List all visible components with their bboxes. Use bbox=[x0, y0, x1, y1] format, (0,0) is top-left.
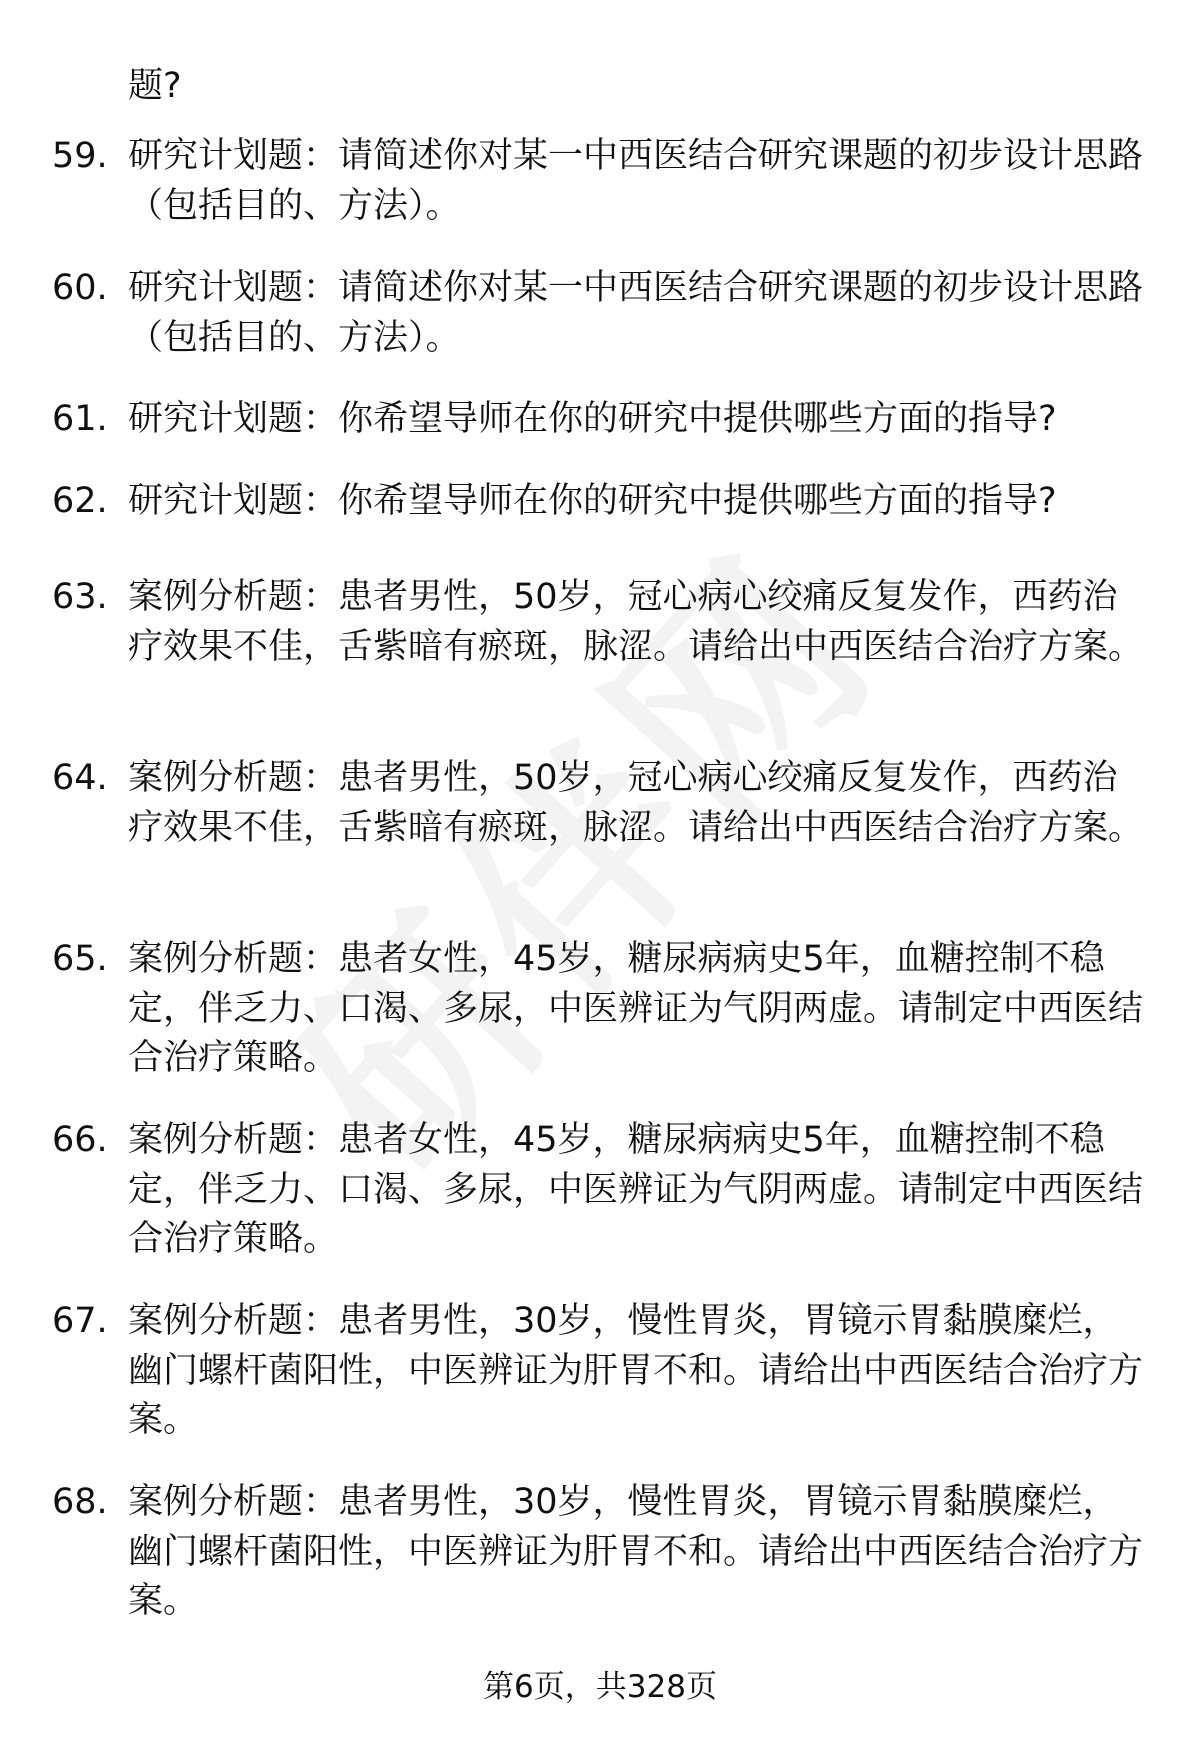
question-text: 研究计划题：请简述你对某一中西医结合研究课题的初步设计思路（包括目的、方法）。 bbox=[128, 268, 1144, 358]
question-item bbox=[0, 477, 1200, 527]
question-text: 研究计划题：你希望导师在你的研究中提供哪些方面的指导? bbox=[128, 399, 1057, 439]
page-footer: 第6页，共328页 bbox=[483, 1669, 717, 1705]
question-text: 研究计划题：你希望导师在你的研究中提供哪些方面的指导? bbox=[128, 481, 1057, 521]
question-number: 65. bbox=[52, 939, 108, 979]
question-item bbox=[0, 935, 1200, 1084]
question-text: 案例分析题：患者女性，45岁，糖尿病病史5年，血糖控制不稳定，伴乏力、口渴、多尿，中医辨证为气阴两虚。请制定中西医结合治疗策略。 bbox=[128, 939, 1144, 1078]
question-text: 案例分析题：患者男性，30岁，慢性胃炎，胃镜示胃黏膜糜烂，幽门螺杆菌阳性，中医辨证为肝胃不和。请给出中西医结合治疗方案。 bbox=[128, 1482, 1144, 1621]
question-text: 研究计划题：请简述你对某一中西医结合研究课题的初步设计思路（包括目的、方法）。 bbox=[128, 136, 1144, 226]
continuation-text: 题? bbox=[128, 66, 182, 106]
question-number: 68. bbox=[52, 1482, 108, 1522]
question-number: 62. bbox=[52, 481, 108, 521]
question-item bbox=[0, 573, 1200, 672]
question-text: 案例分析题：患者男性，50岁，冠心病心绞痛反复发作，西药治疗效果不佳，舌紫暗有瘀斑，脉涩。请给出中西医结合治疗方案。 bbox=[128, 577, 1144, 667]
question-number: 64. bbox=[52, 758, 108, 798]
question-number: 61. bbox=[52, 399, 108, 439]
question-item bbox=[0, 132, 1200, 231]
question-item bbox=[0, 264, 1200, 363]
question-item bbox=[0, 395, 1200, 445]
question-number: 63. bbox=[52, 577, 108, 617]
question-text: 案例分析题：患者男性，30岁，慢性胃炎，胃镜示胃黏膜糜烂，幽门螺杆菌阳性，中医辨证为肝胃不和。请给出中西医结合治疗方案。 bbox=[128, 1301, 1144, 1440]
question-item bbox=[0, 754, 1200, 853]
question-number: 59. bbox=[52, 136, 108, 176]
question-number: 60. bbox=[52, 268, 108, 308]
question-number: 66. bbox=[52, 1120, 108, 1160]
question-item bbox=[0, 1478, 1200, 1627]
question-item bbox=[0, 1297, 1200, 1446]
question-text: 案例分析题：患者女性，45岁，糖尿病病史5年，血糖控制不稳定，伴乏力、口渴、多尿，中医辨证为气阴两虚。请制定中西医结合治疗策略。 bbox=[128, 1120, 1144, 1259]
question-item bbox=[0, 1116, 1200, 1265]
question-text: 案例分析题：患者男性，50岁，冠心病心绞痛反复发作，西药治疗效果不佳，舌紫暗有瘀斑，脉涩。请给出中西医结合治疗方案。 bbox=[128, 758, 1144, 848]
question-number: 67. bbox=[52, 1301, 108, 1341]
